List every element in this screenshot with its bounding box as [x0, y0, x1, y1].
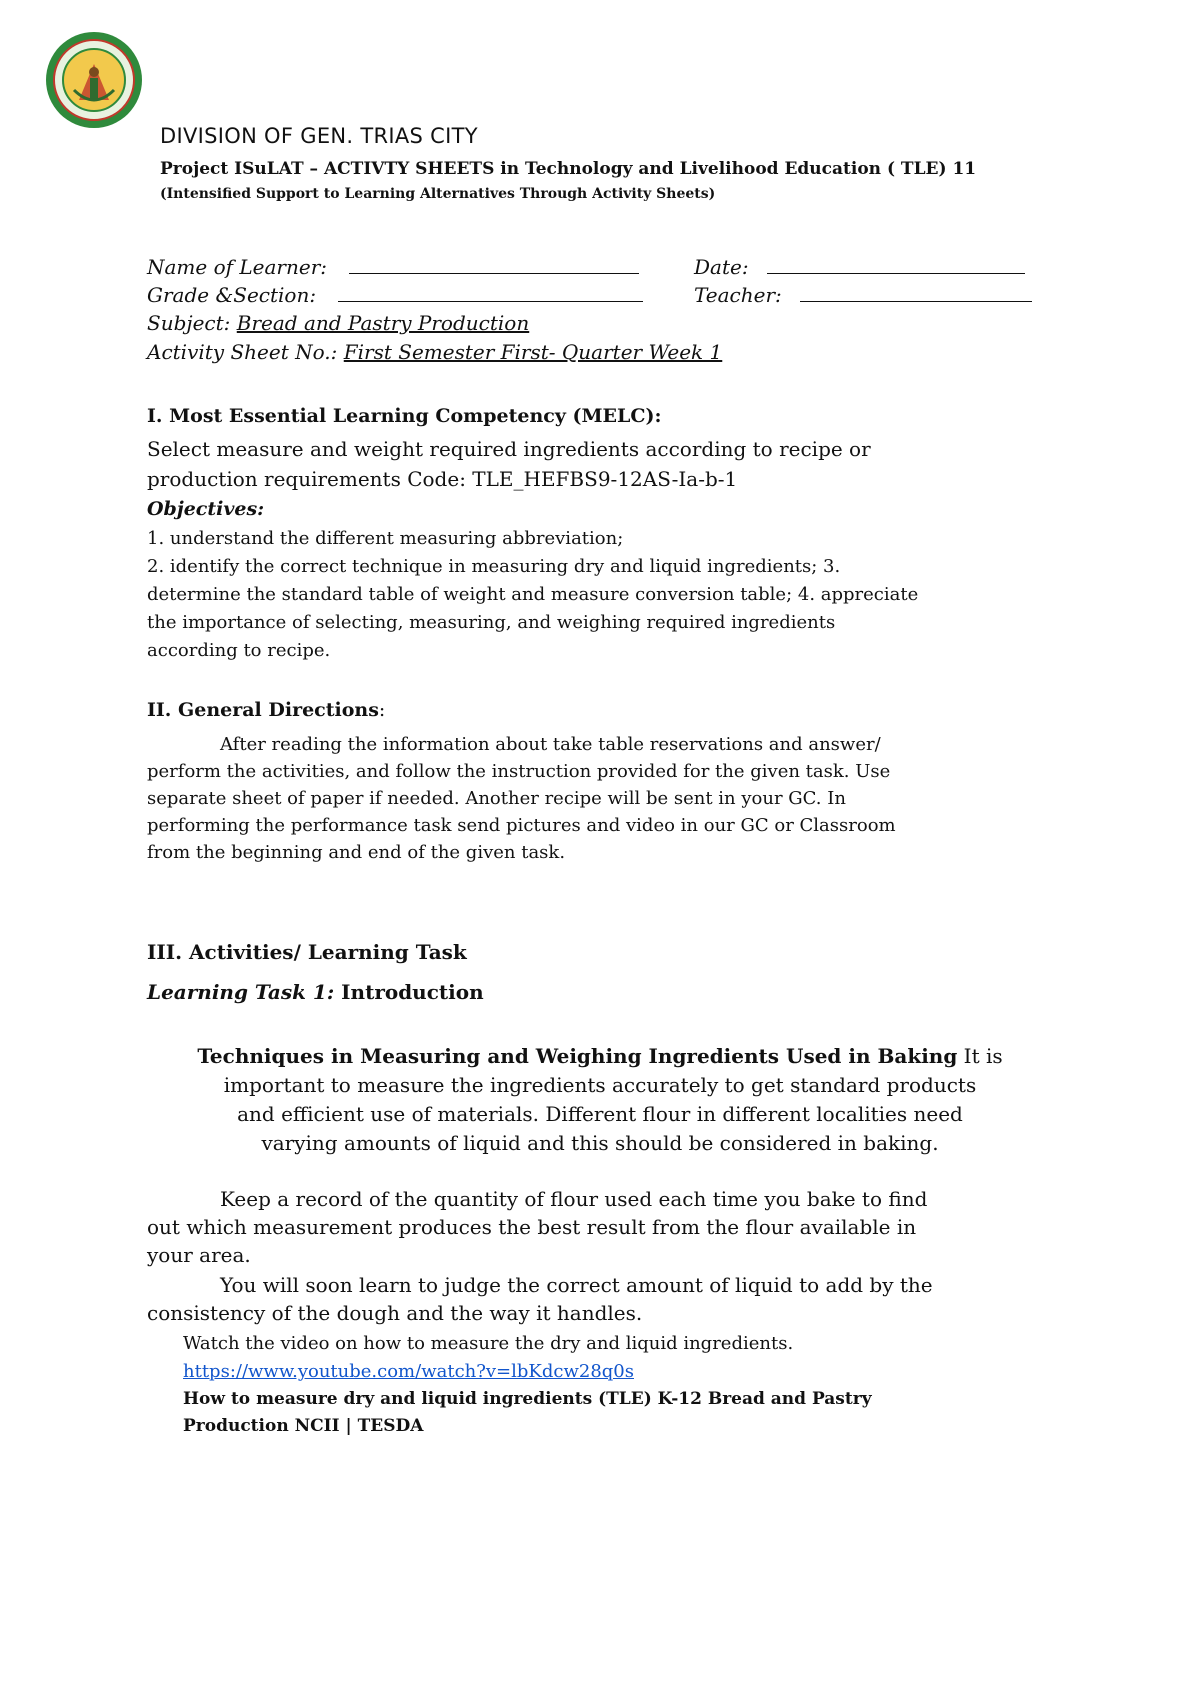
sheet-label: Activity Sheet No.: — [147, 340, 338, 364]
techniques-line-1-rest: It is — [957, 1044, 1003, 1068]
video-link[interactable]: https://www.youtube.com/watch?v=lbKdcw28q0s — [183, 1361, 634, 1382]
record-line-3: your area. — [147, 1243, 251, 1267]
division-seal-icon — [44, 30, 144, 130]
judge-line-2: consistency of the dough and the way it handles. — [147, 1301, 643, 1325]
grade-section-field[interactable] — [338, 281, 643, 302]
record-line-2: out which measurement produces the best result from the flour available in — [147, 1215, 917, 1239]
teacher-row — [694, 281, 1032, 307]
directions-line-2: perform the activities, and follow the instruction provided for the given task. Use — [147, 761, 891, 782]
teacher-label: Teacher: — [694, 283, 782, 307]
directions-heading: II. General Directions — [147, 699, 379, 721]
subject-label: Subject: — [147, 311, 231, 335]
video-title-line-2: Production NCII | TESDA — [183, 1416, 424, 1436]
judge-line-1: You will soon learn to judge the correct amount of liquid to add by the — [220, 1273, 933, 1297]
objective-line-3: determine the standard table of weight and measure conversion table; 4. appreciate — [147, 584, 919, 605]
sheet-value: First Semester First- Quarter Week 1 — [343, 340, 723, 364]
learning-task-label: Learning Task 1: — [147, 980, 335, 1004]
video-link-row — [183, 1358, 634, 1385]
techniques-line-4: varying amounts of liquid and this should be considered in baking. — [261, 1131, 939, 1155]
sheet-row — [147, 340, 722, 364]
directions-heading-row — [147, 699, 385, 721]
subject-value: Bread and Pastry Production — [236, 311, 530, 335]
learning-task-title: Introduction — [334, 980, 484, 1004]
project-title: Project ISuLAT – ACTIVTY SHEETS in Technology and Livelihood Education ( TLE) 11 — [160, 159, 977, 179]
objectives-heading: Objectives: — [147, 498, 265, 520]
directions-line-1: After reading the information about take table reservations and answer/ — [220, 734, 881, 755]
name-field[interactable] — [349, 253, 639, 274]
objective-line-2: 2. identify the correct technique in measuring dry and liquid ingredients; 3. — [147, 556, 841, 577]
objective-line-5: according to recipe. — [147, 640, 331, 661]
grade-label: Grade &Section: — [147, 283, 317, 307]
watch-line: Watch the video on how to measure the dry and liquid ingredients. — [183, 1333, 794, 1354]
date-label: Date: — [694, 255, 749, 279]
learning-task-heading — [147, 980, 484, 1004]
techniques-paragraph — [140, 1042, 1060, 1158]
objective-line-1: 1. understand the different measuring abbreviation; — [147, 528, 624, 549]
date-row — [694, 253, 1025, 279]
melc-line-1: Select measure and weight required ingredients according to recipe or — [147, 437, 871, 461]
techniques-line-2: important to measure the ingredients accurately to get standard products — [223, 1073, 977, 1097]
melc-heading: I. Most Essential Learning Competency (MELC): — [147, 405, 662, 427]
objective-line-4: the importance of selecting, measuring, and weighing required ingredients — [147, 612, 836, 633]
techniques-title: Techniques in Measuring and Weighing Ingredients Used in Baking — [197, 1044, 958, 1068]
directions-line-5: from the beginning and end of the given task. — [147, 842, 566, 863]
name-row — [147, 253, 639, 279]
division-title: DIVISION OF GEN. TRIAS CITY — [160, 124, 478, 148]
date-field[interactable] — [767, 253, 1025, 274]
directions-line-3: separate sheet of paper if needed. Another recipe will be sent in your GC. In — [147, 788, 846, 809]
directions-colon: : — [378, 699, 386, 721]
directions-line-4: performing the performance task send pictures and video in our GC or Classroom — [147, 815, 896, 836]
name-label: Name of Learner: — [147, 255, 327, 279]
record-line-1: Keep a record of the quantity of flour used each time you bake to find — [220, 1187, 928, 1211]
video-title-line-1: How to measure dry and liquid ingredients (TLE) K-12 Bread and Pastry — [183, 1389, 872, 1409]
grade-row — [147, 281, 643, 307]
subject-row — [147, 311, 529, 335]
project-subtitle: (Intensified Support to Learning Alternatives Through Activity Sheets) — [160, 186, 716, 202]
activities-heading: III. Activities/ Learning Task — [147, 940, 467, 964]
melc-line-2: production requirements Code: TLE_HEFBS9-12AS-Ia-b-1 — [147, 467, 738, 491]
techniques-line-3: and efficient use of materials. Different flour in different localities need — [237, 1102, 963, 1126]
teacher-field[interactable] — [800, 281, 1032, 302]
